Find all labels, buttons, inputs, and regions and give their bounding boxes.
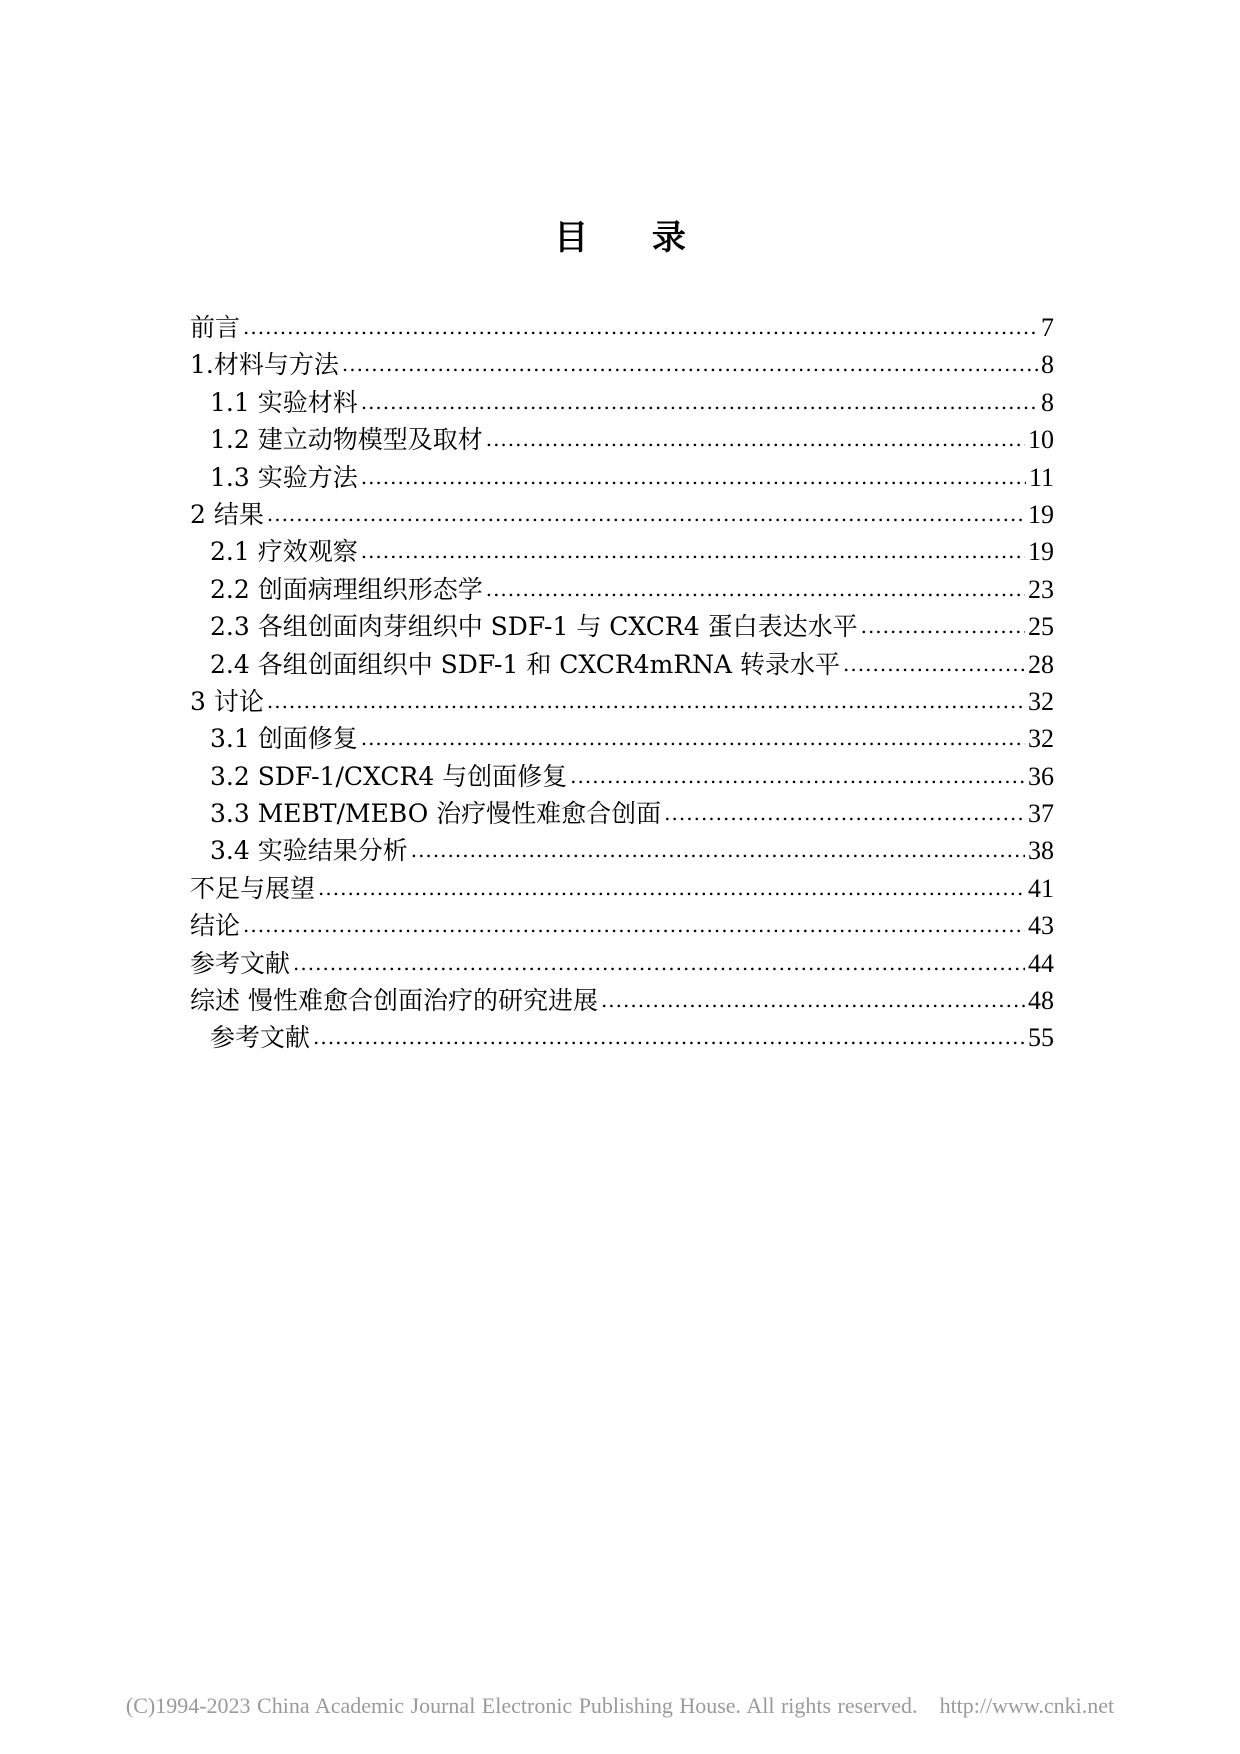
- toc-entry[interactable]: [190, 421, 1054, 458]
- toc-entry[interactable]: [190, 907, 1054, 944]
- toc-entry[interactable]: [190, 384, 1054, 421]
- toc-leader-dots: [664, 793, 1025, 832]
- toc-entry-label: 1.1 实验材料: [210, 387, 358, 417]
- toc-entry-page: 43: [1028, 911, 1054, 941]
- toc-entry-label: 不足与展望: [190, 873, 316, 903]
- toc-leader-dots: [411, 830, 1025, 869]
- toc-entry-label: 2.2 创面病理组织形态学: [210, 574, 483, 604]
- toc-entry-page: 10: [1028, 425, 1054, 455]
- toc-entry-page: 36: [1028, 761, 1054, 791]
- toc-entry[interactable]: [190, 683, 1054, 720]
- toc-leader-dots: [313, 1017, 1025, 1056]
- toc-leader-dots: [267, 681, 1025, 720]
- toc-entry[interactable]: [190, 945, 1054, 982]
- toc-entry-label: 1.2 建立动物模型及取材: [210, 425, 483, 455]
- toc-entry-label: 1.3 实验方法: [210, 462, 358, 492]
- toc-entry[interactable]: [190, 720, 1054, 757]
- copyright-footer: [0, 1693, 1240, 1719]
- toc-entry-page: 8: [1041, 350, 1054, 380]
- toc-entry-label: 结论: [190, 911, 241, 941]
- toc-leader-dots: [361, 718, 1025, 757]
- toc-leader-dots: [570, 756, 1025, 795]
- toc-entry-label: 2 结果: [190, 499, 264, 529]
- toc-leader-dots: [486, 569, 1025, 608]
- toc-entry-page: 8: [1041, 387, 1054, 417]
- toc-entry-label: 综述 慢性难愈合创面治疗的研究进展: [190, 986, 598, 1016]
- toc-entry-label: 1.材料与方法: [190, 350, 339, 380]
- toc-entry-page: 32: [1028, 724, 1054, 754]
- toc-leader-dots: [361, 457, 1026, 496]
- toc-leader-dots: [486, 419, 1025, 458]
- toc-leader-dots: [318, 868, 1025, 907]
- toc-entry-label: 参考文献: [210, 1023, 311, 1053]
- toc-entry-page: 7: [1041, 313, 1054, 342]
- toc-entry-label: 2.1 疗效观察: [210, 537, 358, 567]
- toc-entry[interactable]: [190, 870, 1054, 907]
- toc-entry-page: 38: [1028, 836, 1054, 866]
- toc-entry[interactable]: [190, 758, 1054, 795]
- toc-entry[interactable]: [190, 346, 1054, 383]
- toc-leader-dots: [243, 905, 1025, 944]
- toc-entry[interactable]: [190, 309, 1054, 346]
- copyright-text: (C)1994-2023 China Academic Journal Electronic Publishing House. All rights reserved.: [125, 1693, 918, 1718]
- toc-entry-page: 23: [1028, 574, 1054, 604]
- toc-entry-page: 41: [1028, 873, 1054, 903]
- toc-leader-dots: [361, 382, 1038, 421]
- toc-entry-label: 3.3 MEBT/MEBO 治疗慢性难愈合创面: [210, 799, 662, 829]
- toc-entry[interactable]: [190, 459, 1054, 496]
- toc-entry-page: 44: [1028, 948, 1054, 978]
- toc-entry-page: 28: [1028, 649, 1054, 679]
- toc-entry[interactable]: [190, 571, 1054, 608]
- toc-entry-page: 19: [1028, 499, 1054, 529]
- toc-entry[interactable]: [190, 646, 1054, 683]
- toc-entry-page: 55: [1028, 1023, 1054, 1053]
- toc-entry[interactable]: [190, 795, 1054, 832]
- toc-entry-label: 3 讨论: [190, 686, 264, 716]
- toc-entry-label: 3.1 创面修复: [210, 724, 358, 754]
- toc-leader-dots: [361, 531, 1025, 570]
- toc-entry-label: 2.3 各组创面肉芽组织中 SDF-1 与 CXCR4 蛋白表达水平: [210, 612, 858, 642]
- toc-entry-label: 参考文献: [190, 948, 291, 978]
- footer-url[interactable]: http://www.cnki.net: [939, 1693, 1115, 1718]
- toc-entry-label: 3.4 实验结果分析: [210, 836, 408, 866]
- toc-entry-page: 25: [1028, 612, 1054, 642]
- toc-entry[interactable]: [190, 832, 1054, 869]
- toc-leader-dots: [342, 344, 1038, 383]
- table-of-contents: [190, 309, 1054, 1057]
- toc-entry[interactable]: [190, 533, 1054, 570]
- page-title: 目 录: [554, 218, 712, 258]
- toc-entry-page: 32: [1028, 686, 1054, 716]
- toc-entry[interactable]: [190, 1019, 1054, 1056]
- toc-entry-page: 19: [1028, 537, 1054, 567]
- toc-leader-dots: [601, 980, 1025, 1019]
- toc-entry-label: 2.4 各组创面组织中 SDF-1 和 CXCR4mRNA 转录水平: [210, 649, 841, 679]
- toc-entry[interactable]: [190, 496, 1054, 533]
- toc-leader-dots: [843, 644, 1025, 683]
- toc-leader-dots: [267, 494, 1025, 533]
- toc-entry-page: 48: [1028, 986, 1054, 1016]
- toc-entry[interactable]: [190, 608, 1054, 645]
- toc-entry-page: 37: [1028, 799, 1054, 829]
- toc-entry-page: 11: [1028, 462, 1054, 492]
- toc-leader-dots: [293, 943, 1025, 982]
- toc-entry[interactable]: [190, 982, 1054, 1019]
- toc-entry-label: 前言: [190, 313, 241, 342]
- toc-leader-dots: [861, 606, 1025, 645]
- toc-leader-dots: [243, 307, 1038, 346]
- toc-entry-label: 3.2 SDF-1/CXCR4 与创面修复: [210, 761, 568, 791]
